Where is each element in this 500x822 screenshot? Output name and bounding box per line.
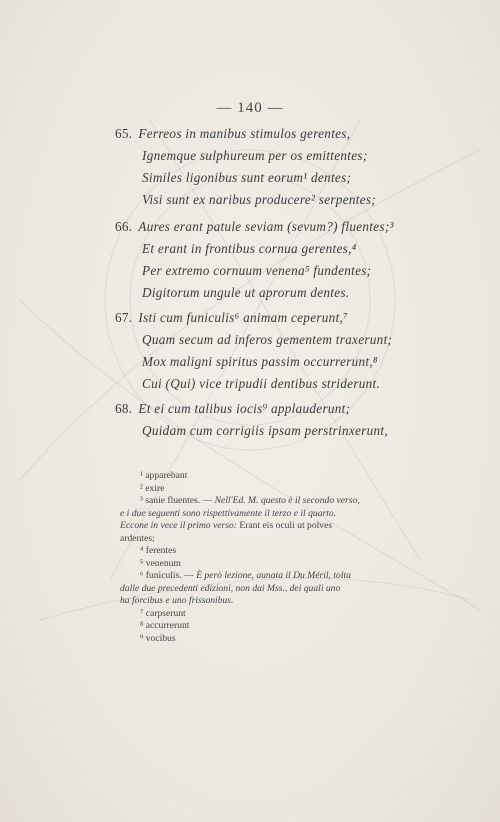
footnote-9: ⁹ vocibus: [140, 632, 176, 644]
page-number: — 140 —: [216, 100, 284, 116]
footnote-3: ³ sanie fluentes. — Nell'Ed. M. questo è il secondo verso,: [140, 495, 360, 506]
stanza-number: 67.: [115, 310, 133, 325]
footnote-3-continued: ardentes;: [120, 532, 155, 544]
footnote-2: ² exire: [140, 482, 165, 494]
verse-line: Digitorum ungule ut aprorum dentes.: [142, 285, 350, 300]
footnote-8: ⁸ accurrerunt: [140, 620, 190, 631]
stanza-68: [115, 398, 455, 442]
stanza-number: 66.: [115, 219, 133, 234]
footnote-3-continued: Eccone in vece il primo verso: Erant eis oculi ut polves: [120, 520, 333, 531]
verse-line: Quidam cum corrigiis ipsam perstrinxerunt,: [142, 423, 388, 438]
footnote-6-continued: ha forcibus e uno frissonibus.: [120, 595, 234, 606]
verse-line: Visi sunt ex naribus producere² serpentes;: [142, 192, 376, 207]
footnote-5: ⁵ venenum: [140, 557, 181, 569]
stanza-number: 65.: [115, 126, 133, 141]
verse-line: Et erant in frontibus cornua gerentes,⁴: [142, 241, 357, 256]
verse-line: 67. Isti cum funiculis⁶ animam ceperunt,⁷: [115, 310, 349, 325]
verse-line: 68. Et ei cum talibus iocis⁹ applauderunt;: [115, 401, 351, 416]
verse-line: Cui (Qui) vice tripudii dentibus striderunt.: [142, 376, 381, 391]
verse-line: Quam secum ad inferos gementem traxerunt;: [142, 332, 393, 347]
verse-line: Similes ligonibus sunt eorum¹ dentes;: [142, 170, 352, 185]
stanza-67: [115, 307, 455, 395]
stanza-66: [115, 216, 455, 304]
footnote-6: ⁶ funiculis. — È però lezione, aunata il Du Méril, tolta: [140, 570, 351, 581]
footnote-3-continued: e i due seguenti sono rispettivamente il terzo e il quarto.: [120, 507, 337, 519]
verse-line: Ignemque sulphureum per os emittentes;: [142, 148, 368, 163]
verse-line: 66. Aures erant patule seviam (sevum?) fluentes;³: [115, 219, 394, 234]
verse-line: Per extremo cornuum venena⁵ fundentes;: [142, 263, 372, 278]
stanza-65: [115, 123, 455, 211]
verse-line: Mox maligni spiritus passim occurrerunt,⁸: [142, 354, 378, 369]
stanza-number: 68.: [115, 401, 133, 416]
footnote-1: ¹ apparebant: [140, 470, 188, 481]
footnote-4: ⁴ ferentes: [140, 545, 177, 556]
footnote-6-continued: dalle due precedenti edizioni, non dai Mss., dei quali uno: [120, 582, 341, 594]
footnotes: [120, 470, 440, 645]
verse-line: 65. Ferreos in manibus stimulos gerentes,: [115, 126, 351, 141]
footnote-7: ⁷ carpserunt: [140, 607, 186, 619]
